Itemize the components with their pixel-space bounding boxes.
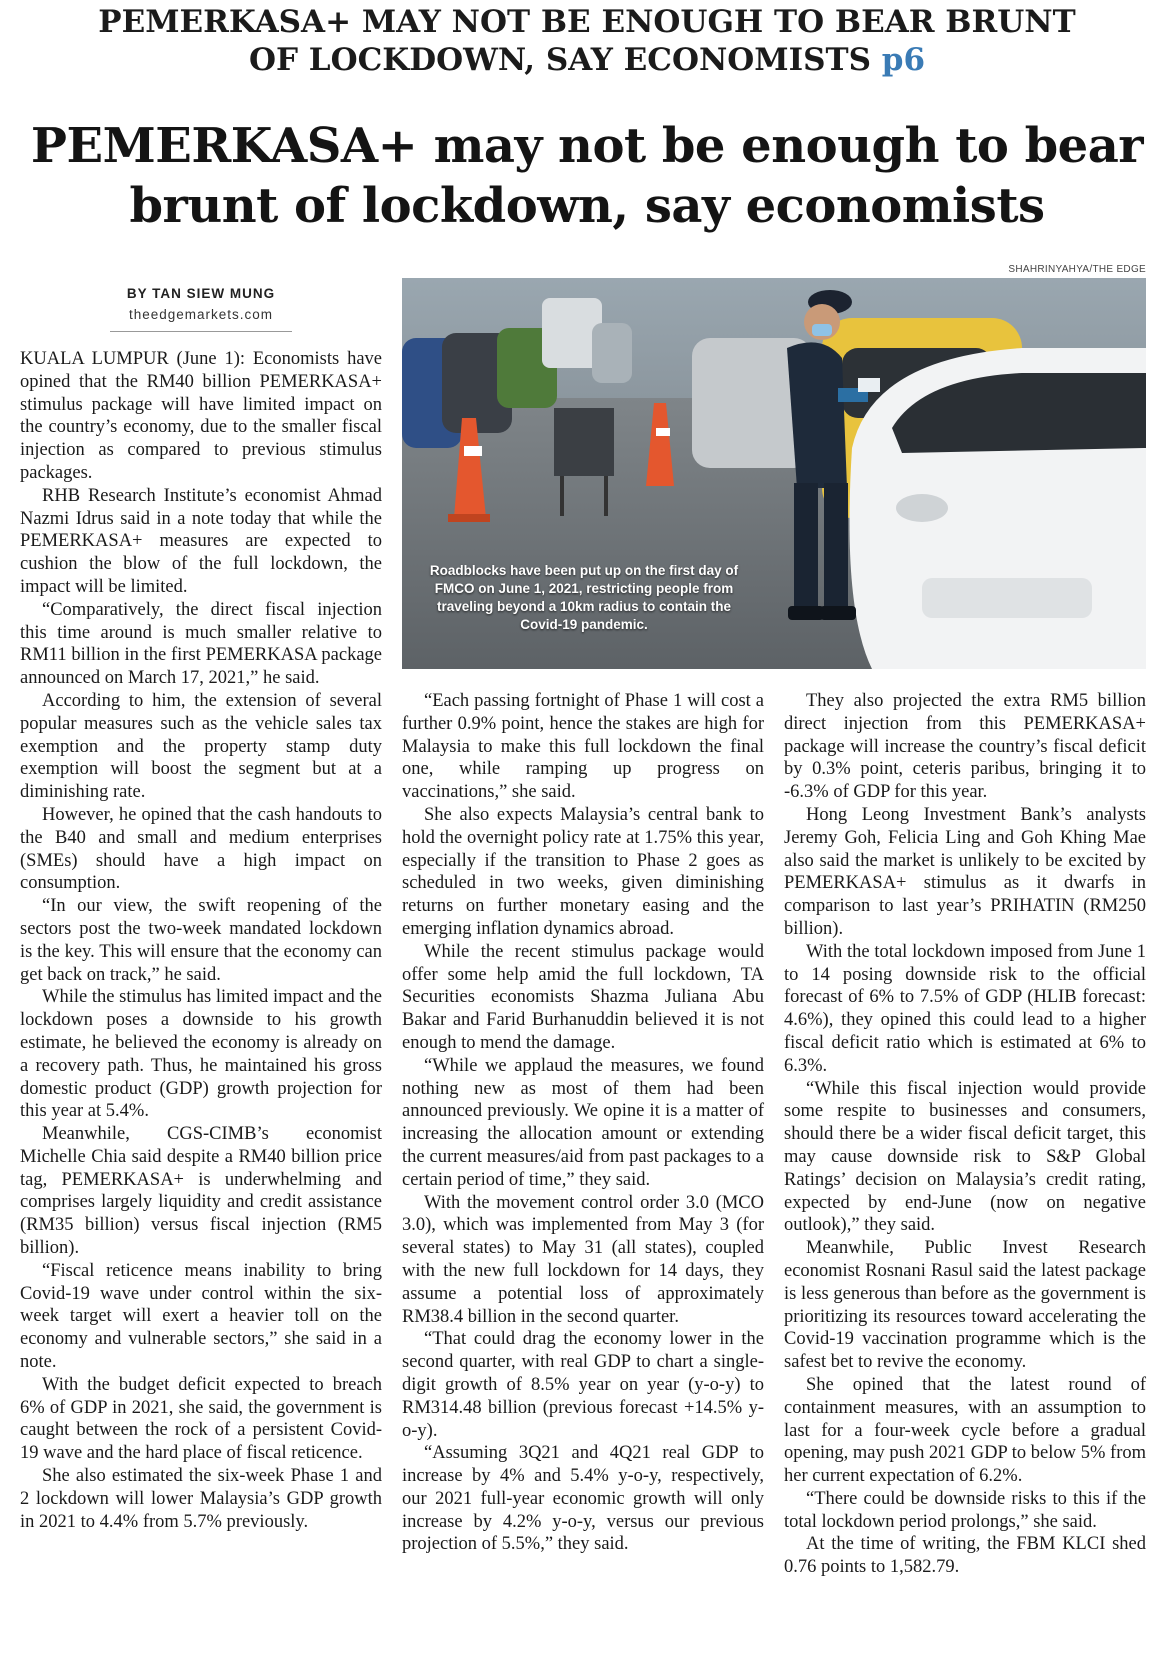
- paragraph: At the time of writing, the FBM KLCI shed 0.76 points to 1,582.79.: [784, 1534, 1146, 1578]
- paragraph: With the movement control order 3.0 (MCO 3.0), which was implemented from May 3 (for several states) to May 31 (all states), coupled with the new full lockdown for 14 days, they assume a potential loss of approximately RM38.4 billion in the second quarter.: [402, 1192, 764, 1327]
- paragraph: “While this fiscal injection would provide some respite to businesses and consumers, should there be a wider fiscal deficit target, this may cause downside risk to S&P Global Ratings’ decision on Malaysia’s credit rating, expected by end-June (now on negative outlook),” they said.: [784, 1078, 1146, 1236]
- page-reference[interactable]: p6: [881, 42, 926, 78]
- author-name: BY TAN SIEW MUNG: [126, 286, 276, 301]
- paragraph: KUALA LUMPUR (June 1): Economists have opined that the RM40 billion PEMERKASA+ stimulus package will have limited impact on the country’s economy, due to the smaller fiscal injection as compared to previous stimulus packages.: [20, 349, 382, 483]
- headline-line-1: PEMERKASA+ may not be enough to bear: [30, 118, 1144, 174]
- kicker-line-1: PEMERKASA+ MAY NOT BE ENOUGH TO BEAR BRUNT: [98, 4, 1076, 40]
- paragraph: With the total lockdown imposed from June 1 to 14 posing downside risk to the official forecast of 6% to 7.5% of GDP (HLIB forecast: 4.6%), they opined this could lead to a higher fiscal deficit ratio which is estimated at 6% to 6.3%.: [784, 941, 1146, 1076]
- paragraph: “That could drag the economy lower in the second quarter, with real GDP to chart a single-digit growth of 8.5% year on year (y-o-y) to RM314.48 billion (previous forecast +14.5% y-o-y).: [402, 1329, 764, 1441]
- paragraph: She opined that the latest round of containment measures, with an assumption to last for a four-week cycle before a gradual opening, may push 2021 GDP to below 5% from her current expectation of 6.2%.: [784, 1374, 1146, 1487]
- kicker-line-2: [0, 42, 1174, 79]
- paragraph: RHB Research Institute’s economist Ahmad Nazmi Idrus said in a note today that while the PEMERKASA+ measures are expected to cushion the blow of the full lockdown, the impact will be limited.: [20, 485, 382, 597]
- paragraph: Meanwhile, Public Invest Research economist Rosnani Rasul said the latest package is less generous than before as the government is prioritizing its resources toward accelerating the Covid-19 vaccination programme which is the safest bet to revive the economy.: [784, 1238, 1146, 1373]
- source-site[interactable]: theedgemarkets.com: [128, 307, 274, 322]
- headline-line-2: brunt of lockdown, say economists: [129, 178, 1045, 234]
- article-column-3: [784, 690, 1146, 1579]
- paragraph: “Each passing fortnight of Phase 1 will cost a further 0.9% point, hence the stakes are high for Malaysia to make this full lockdown the final one, while ramping up progress on vaccinations,” she said.: [402, 691, 764, 803]
- paragraph: According to him, the extension of several popular measures such as the vehicle sales tax exemption and the property stamp duty exemption will boost the segment but at a diminishing rate.: [20, 690, 382, 803]
- paragraph: “Fiscal reticence means inability to bring Covid-19 wave under control within the six-week target will exert a heavier toll on the economy and vulnerable sectors,” she said in a note.: [20, 1260, 382, 1373]
- kicker-text: OF LOCKDOWN, SAY ECONOMISTS: [248, 42, 871, 78]
- paragraph: She also estimated the six-week Phase 1 and 2 lockdown will lower Malaysia’s GDP growth in 2021 to 4.4% from 5.7% previously.: [20, 1466, 382, 1532]
- paragraph: They also projected the extra RM5 billion direct injection from this PEMERKASA+ package will increase the country’s fiscal deficit by 0.3% point, ceteris paribus, bringing it to -6.3% of GDP for this year.: [784, 691, 1146, 803]
- article-column-1: [20, 348, 382, 1533]
- paragraph: “In our view, the swift reopening of the sectors post the two-week mandated lockdown is the key. This will ensure that the economy can get back on track,” he said.: [20, 896, 382, 985]
- article-headline: [0, 116, 1174, 236]
- paragraph: Hong Leong Investment Bank’s analysts Jeremy Goh, Felicia Ling and Goh Khing Mae also said the market is unlikely to be excited by PEMERKASA+ stimulus as it dwarfs in comparison to last year’s PRIHATIN (RM250 billion).: [784, 804, 1146, 939]
- paragraph: “Comparatively, the direct fiscal injection this time around is much smaller relative to RM11 billion in the first PEMERKASA package announced on March 17, 2021,” he said.: [20, 599, 382, 689]
- paragraph: While the recent stimulus package would offer some help amid the full lockdown, TA Securities economists Shazma Juliana Abu Bakar and Farid Burhanuddin believed it is not enough to mend the damage.: [402, 941, 764, 1053]
- byline: [20, 286, 382, 322]
- byline-divider: [110, 331, 292, 332]
- paragraph: With the budget deficit expected to breach 6% of GDP in 2021, she said, the government is caught between the rock of a persistent Covid-19 wave and the hard place of fiscal reticence.: [20, 1374, 382, 1464]
- article-column-2: [402, 690, 764, 1556]
- paragraph: Meanwhile, CGS-CIMB’s economist Michelle Chia said despite a RM40 billion price tag, PEMERKASA+ is underwhelming and comprises largely liquidity and credit assistance (RM35 billion) versus fiscal injection (RM5 billion).: [20, 1124, 382, 1259]
- paragraph: She also expects Malaysia’s central bank to hold the overnight policy rate at 1.75% this year, especially if the transition to Phase 2 goes as scheduled in two weeks, given diminishing returns on further monetary easing and the emerging inflation dynamics abroad.: [402, 804, 764, 939]
- photo-credit: SHAHRINYAHYA/THE EDGE: [1008, 264, 1146, 275]
- photo-caption: Roadblocks have been put up on the first day of FMCO on June 1, 2021, restricting people from traveling beyond a 10km radius to contain the Covid-19 pandemic.: [429, 563, 739, 632]
- paragraph: “There could be downside risks to this if the total lockdown period prolongs,” she said.: [784, 1488, 1146, 1532]
- paragraph: While the stimulus has limited impact and the lockdown poses a downside to his growth estimate, he believed the economy is already on a recovery path. Thus, he maintained his gross domestic product (GDP) growth projection for this year at 5.4%.: [20, 987, 382, 1122]
- paragraph: “Assuming 3Q21 and 4Q21 real GDP to increase by 4% and 5.4% y-o-y, respectively, our 2021 full-year economic growth will only increase by 4.2% y-o-y, versus our previous projection of 5.5%,” they said.: [402, 1443, 764, 1555]
- paragraph: However, he opined that the cash handouts to the B40 and small and medium enterprises (SMEs) should have a high impact on consumption.: [20, 804, 382, 894]
- paragraph: “While we applaud the measures, we found nothing new as most of them had been announced previously. We opine it is a matter of increasing the allocation amount or extending the current measures/aid from past packages to a certain period of time,” they said.: [402, 1055, 764, 1190]
